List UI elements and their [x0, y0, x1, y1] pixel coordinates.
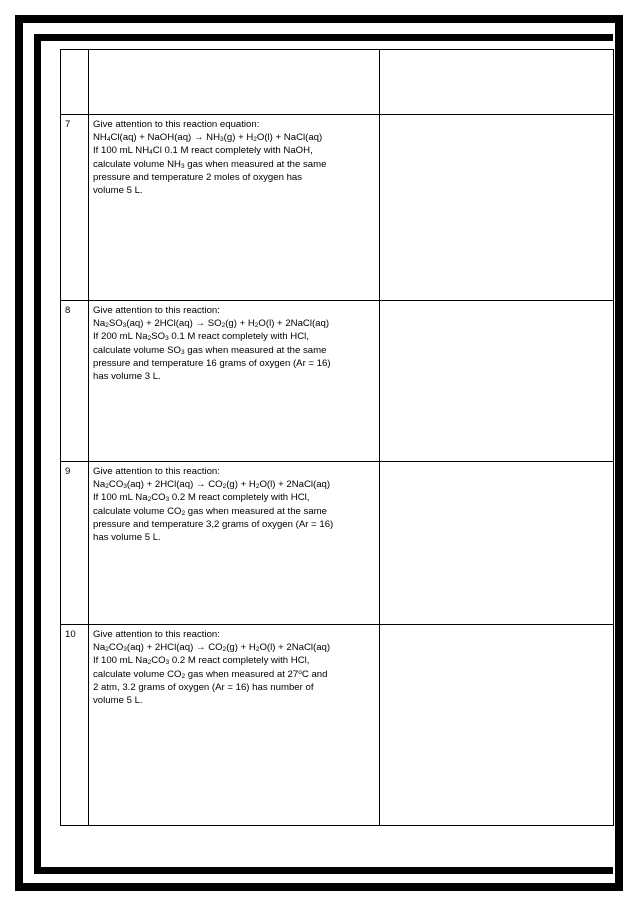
question-line: [93, 681, 375, 694]
text-segment: 2 atm, 3.2 grams of oxygen (Ar = 16) has number of: [93, 681, 314, 693]
text-segment: O(l) + 2NaCl(aq): [259, 642, 331, 654]
question-row: [61, 625, 614, 826]
question-text: [89, 462, 380, 625]
text-segment: (aq) + 2HCl(aq) → CO: [126, 479, 223, 491]
text-segment: Give attention to this reaction equation:: [93, 119, 260, 130]
text-segment: CO: [151, 492, 166, 504]
formula-subscript: 3: [220, 136, 224, 144]
formula-subscript: 2: [181, 672, 186, 680]
question-line: [93, 505, 375, 518]
text-segment: 0.2 M react completely with HCl,: [169, 492, 310, 504]
formula-subscript: 2: [147, 496, 152, 504]
text-segment: O(l) + 2NaCl(aq): [259, 479, 331, 491]
question-number: 9: [61, 462, 89, 625]
text-segment: volume 5 L.: [93, 695, 143, 707]
formula-subscript: 3: [123, 483, 127, 491]
text-segment: If 100 mL Na: [93, 655, 148, 667]
question-number: [61, 50, 89, 115]
question-line: [93, 344, 375, 357]
text-segment: Give attention to this reaction:: [93, 466, 220, 477]
text-segment: gas when measured at the same: [184, 158, 327, 170]
text-segment: (g) + H: [226, 642, 256, 654]
text-segment: O(l) + NaCl(aq): [256, 132, 323, 144]
question-line: [93, 641, 375, 654]
question-line: [93, 478, 375, 491]
text-segment: calculate volume CO: [93, 505, 182, 517]
question-line: [93, 118, 375, 131]
text-segment: Cl(aq) + NaOH(aq) → NH: [110, 132, 221, 144]
question-line: [93, 465, 375, 478]
formula-subscript: 3: [165, 335, 169, 343]
question-row: [61, 462, 614, 625]
text-segment: (g) + H: [226, 479, 256, 491]
formula-subscript: 3: [180, 162, 185, 170]
question-table: [60, 49, 614, 826]
question-line: [93, 491, 375, 504]
text-segment: Give attention to this reaction:: [93, 305, 220, 316]
formula-subscript: 2: [255, 646, 260, 654]
question-number: 10: [61, 625, 89, 826]
text-segment: Give attention to this reaction:: [93, 629, 220, 640]
text-segment: 0.1 M react completely with HCl,: [168, 331, 309, 343]
text-segment: gas when measured at the same: [184, 344, 327, 356]
text-segment: (aq) + 2HCl(aq) → SO: [126, 318, 222, 330]
text-segment: has volume 5 L.: [93, 532, 161, 544]
formula-subscript: 2: [221, 322, 226, 330]
question-line: [93, 668, 375, 681]
text-segment: C and: [301, 668, 328, 680]
text-segment: SO: [151, 331, 166, 343]
question-table-body: [61, 50, 614, 826]
question-line: [93, 370, 375, 383]
text-segment: O(l) + 2NaCl(aq): [258, 318, 330, 330]
question-line: [93, 144, 375, 157]
answer-cell[interactable]: [380, 625, 614, 826]
question-row: [61, 115, 614, 301]
formula-subscript: 3: [165, 659, 170, 667]
formula-subscript: 3: [122, 322, 127, 330]
question-line: [93, 654, 375, 667]
formula-subscript: 4: [149, 149, 153, 157]
question-number: 7: [61, 115, 89, 301]
text-segment: pressure and temperature 3,2 grams of oxygen (Ar = 16): [93, 518, 334, 530]
question-line: [93, 158, 375, 171]
question-line: [93, 628, 375, 641]
question-text: [89, 50, 380, 115]
text-segment: gas when measured at 27: [185, 668, 299, 680]
text-segment: SO: [108, 318, 123, 330]
text-segment: pressure and temperature 16 grams of oxygen (Ar = 16): [93, 357, 331, 369]
formula-subscript: 2: [253, 136, 257, 144]
formula-subscript: 2: [105, 646, 109, 654]
formula-subscript: 2: [181, 509, 186, 517]
formula-subscript: 2: [147, 659, 152, 667]
answer-cell[interactable]: [380, 50, 614, 115]
answer-cell[interactable]: [380, 301, 614, 462]
text-segment: CO: [151, 655, 166, 667]
formula-subscript: 2: [105, 483, 109, 491]
text-segment: (aq) + 2HCl(aq) → CO: [126, 642, 223, 654]
formula-subscript: 2: [222, 646, 227, 654]
formula-subscript: 2: [105, 322, 109, 330]
answer-cell[interactable]: [380, 462, 614, 625]
formula-subscript: 2: [147, 335, 152, 343]
formula-subscript: 2: [222, 483, 227, 491]
text-segment: Cl 0.1 M react completely with NaOH,: [152, 145, 313, 157]
question-row: [61, 50, 614, 115]
question-line: [93, 304, 375, 317]
text-segment: CO: [108, 642, 124, 654]
text-segment: calculate volume NH: [93, 158, 181, 170]
question-text: [89, 625, 380, 826]
text-segment: has volume 3 L.: [93, 371, 161, 383]
text-segment: Na: [93, 479, 106, 491]
answer-cell[interactable]: [380, 115, 614, 301]
formula-subscript: 3: [180, 348, 185, 356]
question-line: [93, 330, 375, 343]
text-segment: NH: [93, 132, 107, 144]
text-segment: If 200 mL Na: [93, 331, 148, 343]
text-segment: 0.2 M react completely with HCl,: [169, 655, 310, 667]
text-segment: volume 5 L.: [93, 185, 143, 197]
question-line: [93, 518, 375, 531]
question-line: [93, 531, 375, 544]
text-segment: gas when measured at the same: [185, 505, 327, 517]
text-segment: (g) + H: [225, 318, 255, 330]
question-line: [93, 131, 375, 144]
text-segment: Na: [93, 318, 106, 330]
question-text: [89, 301, 380, 462]
question-line: [93, 357, 375, 370]
formula-subscript: 3: [165, 496, 170, 504]
formula-subscript: 3: [123, 646, 127, 654]
question-text: [89, 115, 380, 301]
text-segment: pressure and temperature 2 moles of oxygen has: [93, 171, 303, 183]
formula-subscript: 4: [106, 136, 111, 144]
text-segment: (g) + H: [223, 132, 254, 144]
formula-subscript: 2: [254, 322, 259, 330]
text-segment: Na: [93, 642, 106, 654]
question-line: [93, 694, 375, 707]
question-number: 8: [61, 301, 89, 462]
text-segment: calculate volume CO: [93, 668, 182, 680]
question-line: [93, 184, 375, 197]
question-row: [61, 301, 614, 462]
formula-subscript: 2: [255, 483, 260, 491]
text-segment: If 100 mL NH: [93, 145, 150, 157]
question-line: [93, 171, 375, 184]
text-segment: calculate volume SO: [93, 344, 181, 356]
text-segment: If 100 mL Na: [93, 492, 148, 504]
formula-supscript: o: [298, 668, 302, 676]
question-line: [93, 317, 375, 330]
text-segment: CO: [108, 479, 124, 491]
